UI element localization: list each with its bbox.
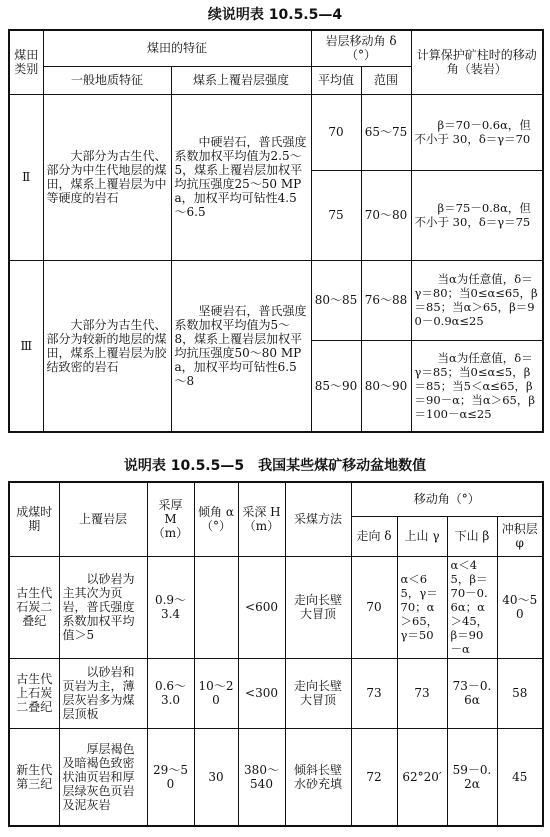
thickness-cell: 0.6～3.0 — [147, 658, 194, 728]
header-overlying: 上覆岩层 — [59, 482, 147, 556]
header-range: 范围 — [361, 66, 411, 94]
dip-cell: 30 — [194, 728, 238, 826]
method-cell: 倾斜长壁水砂充填 — [285, 728, 351, 826]
header-angle: 岩层移动角 δ（°） — [311, 30, 411, 66]
thickness-cell: 0.9～3.4 — [147, 556, 194, 658]
overlying-cell: 以砂岩为主其次为页岩，普氏强度系数加权平均值＞5 — [59, 556, 147, 658]
header-strike: 走向 δ — [351, 516, 397, 556]
method-cell: 走向长壁大冒顶 — [285, 658, 351, 728]
header-class: 煤田类别 — [9, 30, 43, 94]
header-up: 上山 γ — [397, 516, 447, 556]
avg-cell: 85～90 — [311, 340, 361, 432]
header-period: 成煤时期 — [9, 482, 59, 556]
overlying-cell: 以砂岩和页岩为主，薄层灰岩多为煤层顶板 — [59, 658, 147, 728]
range-cell: 80～90 — [361, 340, 411, 432]
header-avg: 平均值 — [311, 66, 361, 94]
thickness-cell: 29～50 — [147, 728, 194, 826]
overburden-cell: 坚硬岩石，普氏强度系数加权平均值为5～8，煤系上覆岩层加权平均抗压强度50～80 MPa，加权平均可钻性6.5～8 — [171, 260, 311, 432]
up-cell: 62°20′ — [397, 728, 447, 826]
table2-title: 说明表 10.5.5—5 我国某些煤矿移动盆地数值 — [123, 458, 427, 474]
geology-cell: 大部分为古生代、部分为较新的地层的煤田，煤系上覆岩层为胶结致密的岩石 — [43, 260, 171, 432]
depth-cell: 380～540 — [238, 728, 285, 826]
dip-cell — [194, 556, 238, 658]
header-overburden: 煤系上覆岩层强度 — [171, 66, 311, 94]
depth-cell: <300 — [238, 658, 285, 728]
overburden-cell: 中硬岩石，普氏强度系数加权平均值为2.5～5，煤系上覆岩层加权平均抗压强度25～50 MPa，加权平均可钻性4.5～6.5 — [171, 94, 311, 260]
header-dip: 倾角 α（°） — [194, 482, 238, 556]
period-cell: 新生代第三纪 — [9, 728, 59, 826]
strike-cell: 72 — [351, 728, 397, 826]
down-cell: α＜45，β＝70－0.6α；α＞45，β＝90－α — [447, 556, 497, 658]
header-geology: 一般地质特征 — [43, 66, 171, 94]
avg-cell: 70 — [311, 94, 361, 170]
header-thickness: 采厚 M（m） — [147, 482, 194, 556]
class-cell: Ⅱ — [9, 94, 43, 260]
calc-cell: β＝70－0.6α，但不小于 30，δ＝γ＝70 — [411, 94, 543, 170]
range-cell: 76～88 — [361, 260, 411, 340]
period-cell: 古生代上石炭二叠纪 — [9, 658, 59, 728]
range-cell: 65～75 — [361, 94, 411, 170]
calc-cell: 当α为任意值，δ＝γ＝80；当0≤α≤65，β＝85；当α＞65，β＝90－0.9α≤25 — [411, 260, 543, 340]
calc-cell: β＝75－0.8α，但不小于 30，δ＝γ＝75 — [411, 170, 543, 260]
down-cell: 59－0.2α — [447, 728, 497, 826]
down-cell: 73－0.6α — [447, 658, 497, 728]
overlying-cell: 厚层褐色及暗褐色致密状油页岩和厚层绿灰色页岩及泥灰岩 — [59, 728, 147, 826]
up-cell: α＜65，γ＝70；α＞65，γ＝50 — [397, 556, 447, 658]
alluvium-cell: 58 — [497, 658, 543, 728]
table1-title: 续说明表 10.5.5—4 — [207, 7, 343, 23]
alluvium-cell: 45 — [497, 728, 543, 826]
geology-cell: 大部分为古生代、部分为中生代地层的煤田，煤系上覆岩层为中等硬度的岩石 — [43, 94, 171, 260]
header-angles: 移动角（°） — [351, 482, 543, 516]
header-calc: 计算保护矿柱时的移动角（装岩） — [411, 30, 543, 94]
range-cell: 70～80 — [361, 170, 411, 260]
period-cell: 古生代石炭二叠纪 — [9, 556, 59, 658]
calc-cell: 当α为任意值，δ＝γ＝85；当0≤α≤5，β＝85；当5＜α≤65，β＝90－α；当α＞65，β＝100－α≤25 — [411, 340, 543, 432]
up-cell: 73 — [397, 658, 447, 728]
alluvium-cell: 40～50 — [497, 556, 543, 658]
header-depth: 采深 H（m） — [238, 482, 285, 556]
header-alluvium: 冲积层 φ — [497, 516, 543, 556]
avg-cell: 75 — [311, 170, 361, 260]
header-down: 下山 β — [447, 516, 497, 556]
method-cell: 走向长壁大冒顶 — [285, 556, 351, 658]
subsidence-basin-table — [8, 481, 544, 827]
coal-field-table — [8, 29, 544, 433]
strike-cell: 73 — [351, 658, 397, 728]
class-cell: Ⅲ — [9, 260, 43, 432]
depth-cell: <600 — [238, 556, 285, 658]
header-features: 煤田的特征 — [43, 30, 311, 66]
strike-cell: 70 — [351, 556, 397, 658]
avg-cell: 80～85 — [311, 260, 361, 340]
header-method: 采煤方法 — [285, 482, 351, 556]
dip-cell: 10～20 — [194, 658, 238, 728]
